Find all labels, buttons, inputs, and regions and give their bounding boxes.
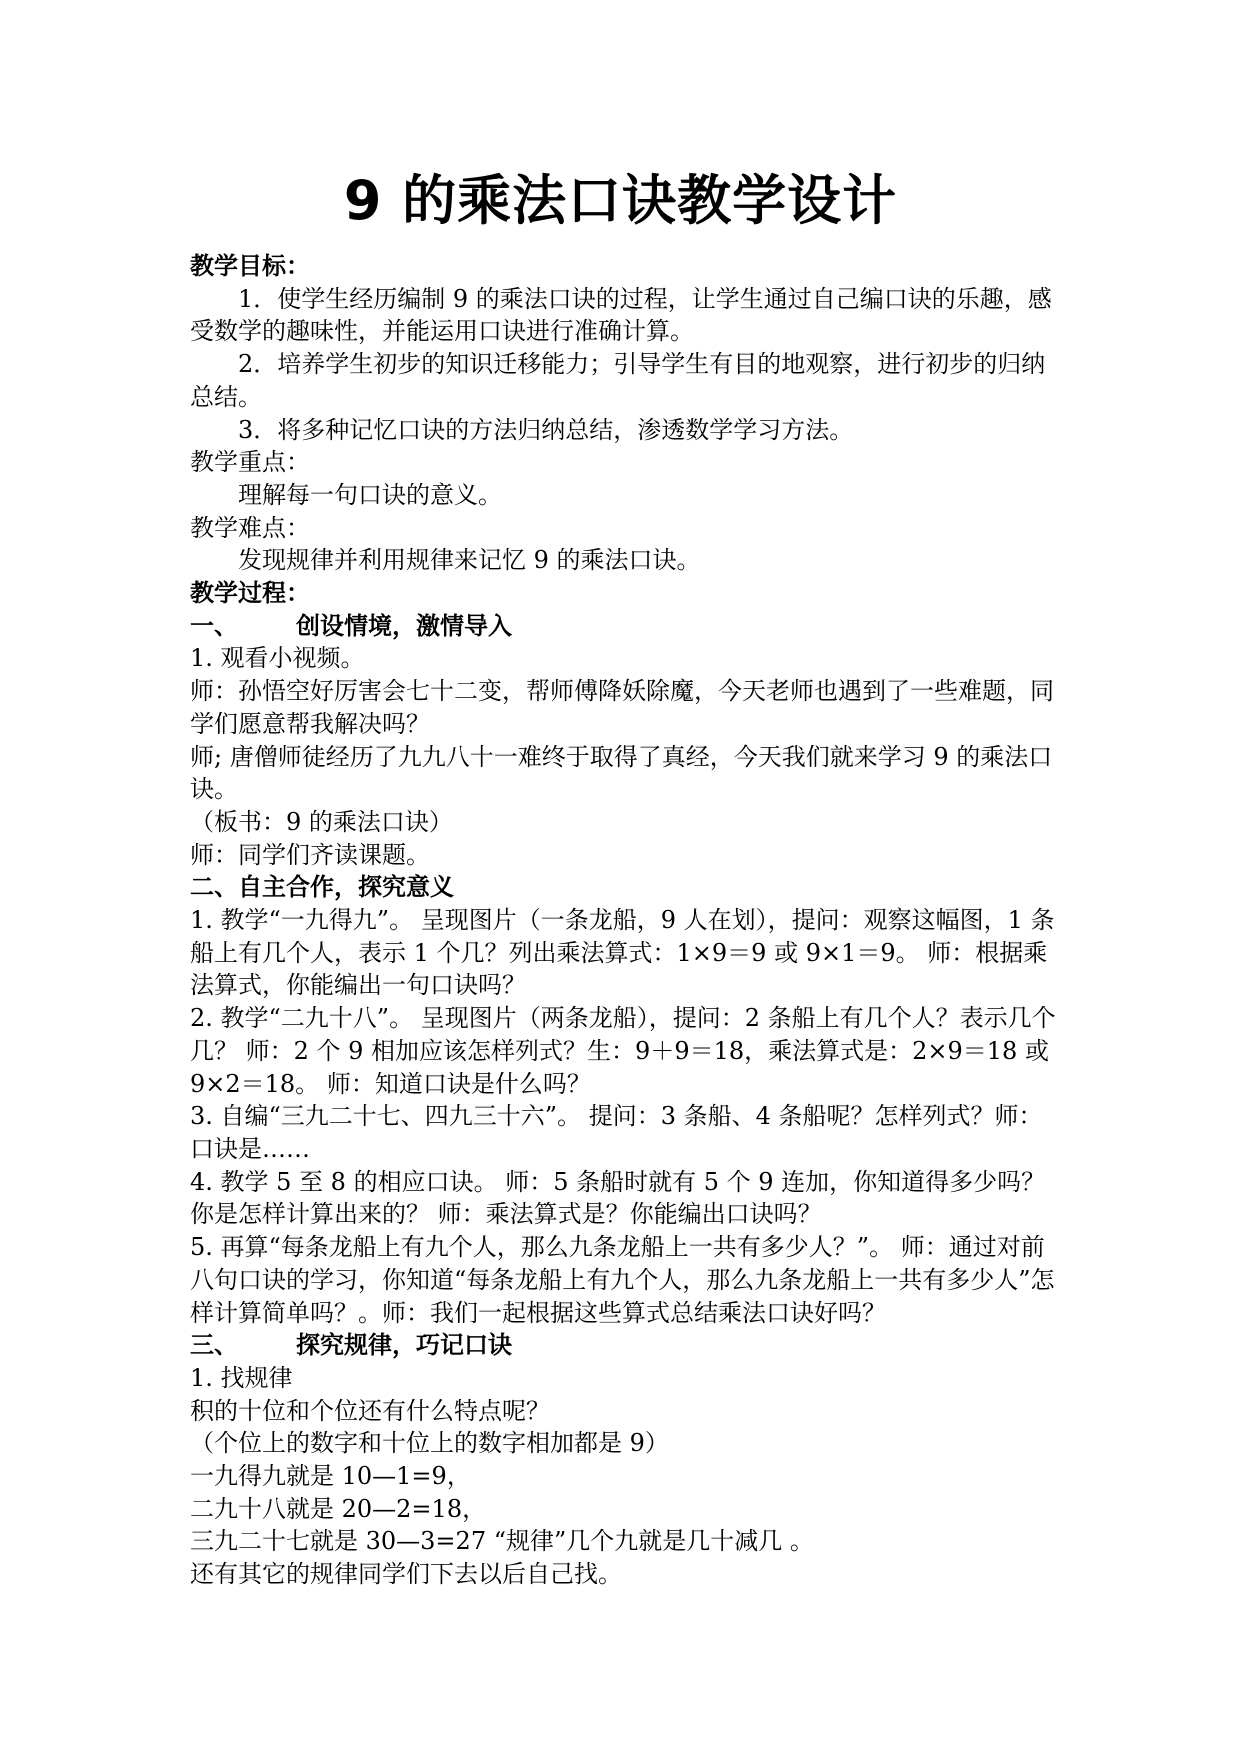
difficulty-text: 发现规律并利用规律来记忆 9 的乘法口诀。: [238, 546, 701, 575]
section-1-line: （板书：9 的乘法口诀）: [190, 807, 453, 836]
objective-item: 2．培养学生初步的知识迁移能力；引导学生有目的地观察，进行初步的归纳总结。: [190, 350, 1046, 411]
section-3-heading: [190, 1329, 1062, 1362]
section-1-line: 师：孙悟空好厉害会七十二变，帮师傅降妖除魔，今天老师也遇到了一些难题，同学们愿意帮我解决吗？: [190, 677, 1054, 738]
document-body: [190, 250, 1062, 1591]
difficulty-heading: 教学难点：: [190, 513, 310, 542]
section-1-title: 创设情境，激情导入: [296, 611, 512, 640]
section-3-title: 探究规律，巧记口诀: [296, 1331, 512, 1360]
objective-item: 1．使学生经历编制 9 的乘法口诀的过程，让学生通过自己编口诀的乐趣，感受数学的趣味性，并能运用口诀进行准确计算。: [190, 284, 1052, 346]
section-1-line: 师; 唐僧师徒经历了九九八十一难终于取得了真经，今天我们就来学习 9 的乘法口诀。: [190, 742, 1053, 804]
document-title: 9 的乘法口诀教学设计: [343, 169, 898, 232]
section-3-line: 一九得九就是 10—1=9，: [190, 1462, 471, 1491]
section-2-line: 5. 再算“每条龙船上有九个人，那么九条龙船上一共有多少人？”。 师：通过对前八句口诀的学习，你知道“每条龙船上有九个人，那么九条龙船上一共有多少人”怎样计算简单吗？。师：我们一起根据这些算式总结乘法口诀好吗？: [190, 1233, 1055, 1327]
key-point-text: 理解每一句口诀的意义。: [238, 480, 502, 509]
section-2-line: 1. 教学“一九得九”。 呈现图片（一条龙船，9 人在划），提问：观察这幅图，1 条船上有几个人，表示 1 个几？列出乘法算式：1×9＝9 或 9×1＝9。 师：根据乘法算式，你能编出一句口诀吗？: [190, 906, 1055, 1000]
section-3-line: （个位上的数字和十位上的数字相加都是 9）: [190, 1429, 669, 1458]
objectives-heading: 教学目标：: [190, 252, 310, 280]
section-2-line: 3. 自编“三九二十七、四九三十六”。 提问：3 条船、4 条船呢？怎样列式？师：口诀是……: [190, 1102, 1043, 1163]
key-point-heading: 教学重点：: [190, 448, 310, 477]
section-3-number: 三、: [190, 1331, 238, 1360]
section-2-heading: 二、自主合作，探究意义: [190, 873, 454, 902]
section-1-number: 一、: [190, 611, 238, 640]
objective-item: 3．将多种记忆口诀的方法归纳总结，渗透数学学习方法。: [238, 415, 854, 444]
section-2-line: 2. 教学“二九十八”。 呈现图片（两条龙船），提问：2 条船上有几个人？表示几个几？ 师：2 个 9 相加应该怎样列式？生：9＋9＝18，乘法算式是：2×9＝18 或 9×2＝18。 师：知道口诀是什么吗？: [190, 1004, 1056, 1098]
section-3-line: 还有其它的规律同学们下去以后自己找。: [190, 1560, 622, 1589]
section-1-heading: [190, 610, 1062, 643]
section-1-line: 1. 观看小视频。: [190, 644, 365, 673]
section-1-line: 师：同学们齐读课题。: [190, 840, 430, 869]
section-3-line: 1. 找规律: [190, 1363, 293, 1392]
section-2-line: 4. 教学 5 至 8 的相应口诀。 师：5 条船时就有 5 个 9 连加，你知道得多少吗？你是怎样计算出来的？ 师：乘法算式是？你能编出口诀吗？: [190, 1167, 1046, 1229]
section-3-line: 三九二十七就是 30—3=27 “规律”几个九就是几十减几 。: [190, 1527, 814, 1556]
section-3-line: 二九十八就是 20—2=18，: [190, 1494, 487, 1523]
process-heading: 教学过程：: [190, 579, 310, 608]
section-3-line: 积的十位和个位还有什么特点呢？: [190, 1396, 550, 1425]
